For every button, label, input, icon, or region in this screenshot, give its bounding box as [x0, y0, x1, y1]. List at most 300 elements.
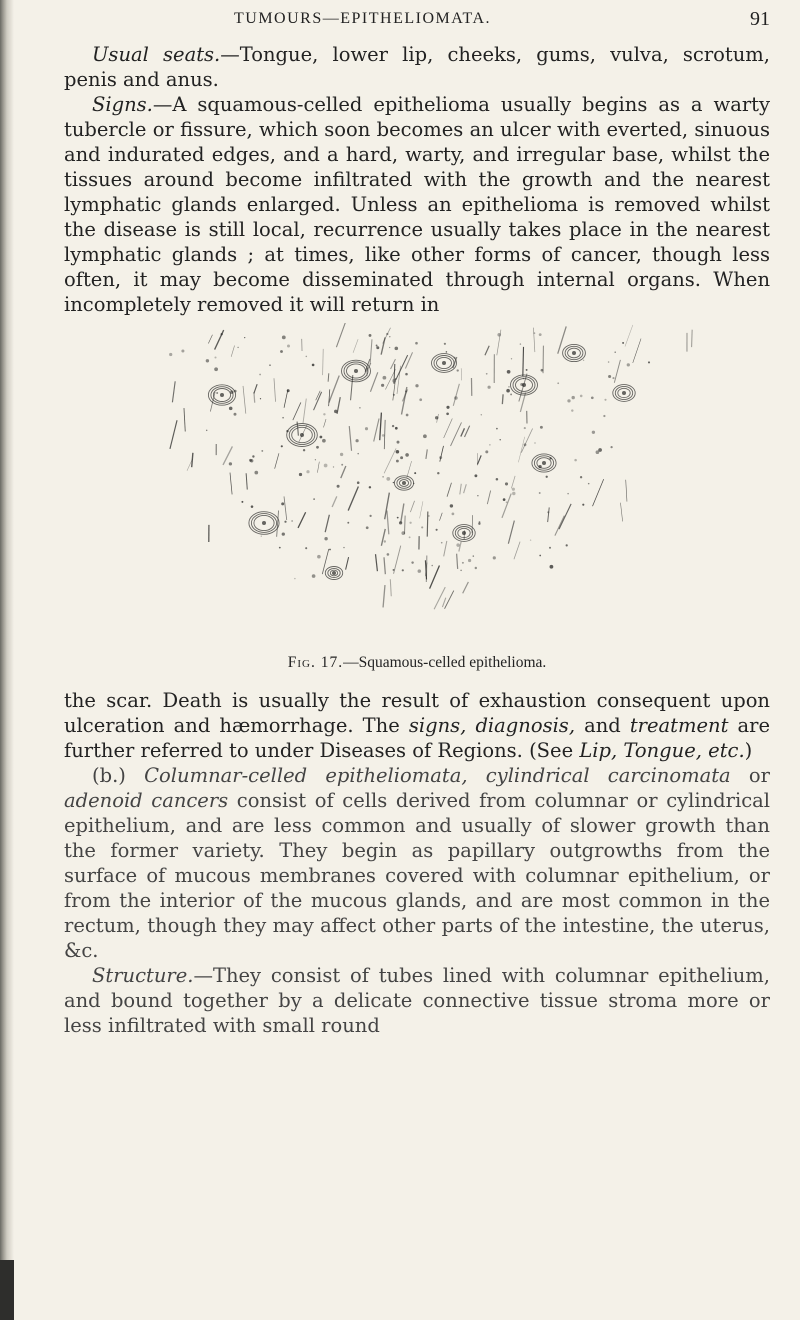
stipple-cell: [450, 504, 453, 507]
page-binding-edge: [0, 0, 14, 1320]
stipple-cell: [366, 526, 369, 529]
stipple-cell: [234, 413, 237, 416]
hatch-stroke: [208, 335, 212, 344]
stipple-cell: [369, 334, 372, 337]
hatch-stroke: [420, 501, 423, 518]
hatch-stroke: [442, 598, 445, 607]
hatch-stroke: [440, 446, 444, 462]
hatch-stroke: [463, 582, 469, 593]
stipple-cell: [393, 569, 395, 571]
hatch-stroke: [329, 376, 339, 403]
hatch-stroke: [394, 546, 401, 574]
hatch-stroke: [405, 352, 412, 368]
stipple-cell: [496, 428, 498, 430]
stipple-cell: [221, 333, 223, 335]
stipple-cell: [481, 414, 482, 415]
hatch-stroke: [477, 455, 481, 464]
stipple-cell: [456, 543, 459, 546]
stipple-cell: [452, 513, 455, 516]
stipple-cell: [216, 392, 218, 394]
stipple-cell: [446, 351, 448, 353]
stipple-cell: [526, 369, 528, 371]
hatch-stroke: [439, 513, 442, 521]
hatch-stroke: [246, 473, 247, 489]
cell-nest-core: [332, 571, 336, 575]
stipple-cell: [486, 373, 488, 375]
continuation-2: are further referred to under Diseases of Regions. (See: [64, 714, 771, 762]
hatch-stroke: [502, 394, 503, 404]
stipple-cell: [286, 430, 288, 432]
stipple-cell: [540, 426, 543, 429]
stipple-cell: [230, 390, 233, 393]
stipple-cell: [214, 356, 216, 358]
stipple-cell: [409, 522, 411, 524]
stipple-cell: [627, 363, 630, 366]
hatch-stroke: [341, 466, 346, 478]
stipple-cell: [241, 501, 243, 503]
stipple-cell: [506, 389, 510, 393]
stipple-cell: [441, 542, 443, 544]
stipple-cell: [566, 544, 568, 546]
stipple-cell: [550, 457, 552, 459]
hatch-stroke: [407, 461, 412, 477]
hatch-stroke: [401, 504, 404, 523]
hatch-stroke: [548, 507, 550, 522]
hatch-stroke: [523, 347, 524, 376]
stipple-cell: [506, 501, 508, 503]
stipple-cell: [259, 374, 261, 376]
stipple-cell: [393, 482, 394, 483]
stipple-cell: [392, 379, 396, 383]
stipple-cell: [305, 547, 307, 549]
stipple-cell: [397, 441, 400, 444]
stipple-cell: [539, 492, 541, 494]
stipple-cell: [524, 443, 527, 446]
stipple-cell: [347, 522, 349, 524]
hatch-stroke: [184, 408, 185, 431]
stipple-cell: [384, 540, 386, 542]
stipple-cell: [473, 555, 474, 556]
hatch-stroke: [215, 330, 224, 350]
stipple-cell: [206, 359, 209, 362]
stipple-cell: [206, 430, 207, 431]
stipple-cell: [357, 453, 359, 455]
stipple-cell: [281, 445, 283, 447]
stipple-cell: [414, 472, 416, 474]
stipple-cell: [510, 393, 512, 395]
stipple-cell: [546, 476, 548, 478]
hatch-stroke: [519, 374, 527, 402]
continuation-paragraph: [64, 688, 770, 763]
stipple-cell: [582, 504, 584, 506]
hatch-stroke: [444, 419, 453, 438]
stipple-cell: [533, 332, 535, 334]
cell-nest-core: [402, 481, 406, 485]
figure-label: Fig. 17.: [287, 654, 344, 671]
stipple-cell: [524, 427, 526, 429]
stipple-cell: [409, 536, 411, 538]
cell-nest-core: [262, 521, 266, 525]
page-number: 91: [750, 8, 770, 30]
or-word: or: [730, 764, 770, 787]
stipple-cell: [549, 547, 551, 549]
stipple-cell: [460, 570, 461, 571]
stipple-cell: [214, 367, 218, 371]
hatch-stroke: [370, 372, 377, 391]
hatch-stroke: [461, 368, 462, 380]
hatch-stroke: [444, 541, 447, 556]
stipple-cell: [648, 361, 650, 363]
stipple-cell: [399, 521, 402, 524]
stipple-cell: [530, 539, 531, 540]
hatch-stroke: [430, 565, 440, 588]
stipple-cell: [282, 336, 286, 340]
stipple-cell: [622, 342, 624, 344]
stipple-cell: [405, 453, 409, 457]
stipple-cell: [475, 567, 477, 569]
stipple-cell: [269, 364, 271, 366]
cell-nest-core: [572, 351, 576, 355]
stipple-cell: [312, 364, 315, 367]
stipple-cell: [317, 555, 321, 559]
stipple-cell: [396, 450, 400, 454]
usual-seats-lead: Usual seats.: [92, 43, 221, 66]
stipple-cell: [439, 456, 442, 459]
hatch-stroke: [593, 479, 604, 506]
stipple-cell: [596, 450, 600, 454]
hatch-stroke: [518, 437, 524, 462]
stipple-cell: [281, 502, 284, 505]
stipple-cell: [468, 559, 471, 562]
stipple-cell: [431, 565, 433, 567]
stipple-cell: [306, 356, 308, 358]
stipple-cell: [234, 390, 237, 393]
stipple-cell: [280, 350, 283, 353]
stipple-cell: [381, 384, 384, 387]
hatch-stroke: [459, 542, 461, 552]
stipple-cell: [411, 561, 413, 563]
hatch-stroke: [230, 473, 232, 495]
book-page: [64, 0, 770, 1038]
stipple-cell: [507, 370, 511, 374]
stipple-cell: [340, 453, 343, 456]
stipple-cell: [396, 460, 399, 463]
stipple-cell: [505, 482, 508, 485]
hatch-stroke: [453, 384, 459, 406]
stipple-cell: [454, 357, 456, 359]
and-word: and: [575, 714, 630, 737]
hatch-stroke: [223, 446, 232, 464]
stipple-cell: [261, 450, 263, 452]
stipple-cell: [437, 472, 439, 474]
columnar-paragraph: [64, 763, 770, 963]
hatch-stroke: [303, 399, 306, 424]
hatch-stroke: [626, 480, 627, 502]
usual-seats-paragraph: [64, 42, 770, 92]
stipple-cell: [369, 515, 371, 517]
signs-word: signs,: [408, 714, 467, 737]
treatment-word: treatment: [629, 714, 729, 737]
lip-tongue-ref: Lip, Tongue, etc.: [579, 739, 745, 762]
hatch-stroke: [464, 484, 467, 493]
hatch-stroke: [445, 591, 454, 609]
hatch-stroke: [254, 384, 257, 393]
cell-nest-core: [462, 531, 466, 535]
stipple-cell: [418, 569, 422, 573]
structure-lead: Structure.: [92, 964, 194, 987]
usual-seats-text: —Tongue, lower lip, cheeks, gums, vulva, scrotum, penis and anus.: [64, 43, 771, 91]
stipple-cell: [365, 427, 368, 430]
stipple-cell: [580, 476, 582, 478]
hatch-stroke: [284, 496, 287, 520]
stipple-cell: [446, 412, 449, 415]
stipple-cell: [397, 517, 399, 519]
stipple-cell: [462, 562, 464, 564]
hatch-stroke: [243, 386, 246, 414]
stipple-cell: [254, 471, 258, 475]
hatch-stroke: [558, 326, 566, 353]
stipple-cell: [303, 449, 305, 451]
stipple-cell: [567, 493, 569, 495]
hatch-stroke: [323, 349, 324, 375]
stipple-cell: [169, 353, 172, 356]
hatch-stroke: [172, 381, 175, 402]
stipple-cell: [444, 343, 446, 345]
hatch-stroke: [346, 557, 349, 570]
stipple-cell: [574, 459, 577, 462]
stipple-cell: [512, 488, 515, 491]
hatch-stroke: [390, 579, 391, 596]
stipple-cell: [392, 425, 394, 427]
stipple-cell: [369, 486, 371, 488]
stipple-cell: [343, 547, 344, 548]
hatch-stroke: [348, 486, 358, 510]
stipple-cell: [334, 410, 338, 414]
stipple-cell: [386, 333, 388, 335]
stipple-cell: [324, 537, 327, 540]
hatch-stroke: [410, 501, 414, 512]
continuation-1: the scar. Death is usually the result of exhaustion consequent upon ulceration and hæmorrhage. The: [64, 689, 770, 737]
stipple-cell: [520, 343, 521, 344]
hatch-stroke: [514, 542, 520, 560]
stipple-cell: [454, 396, 458, 400]
hatch-stroke: [314, 392, 322, 410]
stipple-cell: [413, 483, 414, 484]
stipple-cell: [557, 382, 559, 384]
stipple-cell: [333, 466, 334, 467]
hatch-stroke: [381, 337, 385, 354]
hatch-stroke: [461, 428, 465, 436]
stipple-cell: [405, 373, 408, 376]
cell-nest-core: [542, 461, 546, 465]
hatch-stroke: [336, 323, 346, 347]
hatch-stroke: [254, 392, 255, 402]
hatch-stroke: [533, 328, 534, 352]
structure-paragraph: [64, 963, 770, 1038]
hatch-stroke: [555, 516, 564, 536]
hatch-stroke: [511, 476, 515, 488]
stipple-cell: [523, 378, 524, 379]
figure-17: [64, 323, 770, 648]
hatch-stroke: [298, 512, 306, 528]
cell-nest-core: [300, 433, 304, 437]
stipple-cell: [393, 394, 395, 396]
hatch-stroke: [384, 557, 385, 574]
hatch-stroke: [376, 554, 378, 571]
hatch-stroke: [485, 346, 489, 356]
columnar-text: consist of cells derived from columnar or cylindrical epithelium, and are less common and usually of slower growth than the former variety. They begin as papillary outgrowths from the surface of mucous membranes covered with columnar epithelium, or from the interior of the mucous glands, and are most common in the rectum, though they may affect other parts of the intestine, the uterus, &c.: [64, 789, 770, 962]
stipple-cell: [341, 464, 343, 466]
hatch-stroke: [325, 515, 329, 532]
stipple-cell: [487, 386, 490, 389]
stipple-cell: [539, 555, 541, 557]
hatch-stroke: [460, 484, 461, 495]
hatch-stroke: [427, 512, 428, 537]
stipple-cell: [571, 409, 573, 411]
stipple-cell: [608, 361, 610, 363]
hatch-stroke: [275, 453, 279, 468]
stipple-cell: [572, 396, 575, 399]
diagnosis-word: diagnosis,: [475, 714, 576, 737]
stipple-cell: [313, 498, 315, 500]
stipple-cell: [511, 358, 512, 359]
stipple-cell: [489, 444, 490, 445]
hatch-stroke: [328, 373, 329, 381]
hatch-stroke: [383, 585, 385, 607]
hatch-stroke: [349, 426, 351, 451]
stipple-cell: [400, 456, 403, 459]
stipple-cell: [567, 399, 570, 402]
stipple-cell: [608, 375, 611, 378]
stipple-cell: [376, 345, 378, 347]
stipple-cell: [419, 398, 422, 401]
stipple-cell: [538, 465, 541, 468]
hatch-stroke: [559, 504, 571, 529]
stipple-cell: [282, 417, 284, 419]
stipple-cell: [435, 416, 438, 419]
stipple-cell: [508, 386, 509, 387]
hatch-stroke: [451, 422, 462, 446]
hatch-stroke: [284, 389, 288, 407]
stipple-cell: [583, 360, 584, 361]
stipple-cell: [415, 384, 418, 387]
stipple-cell: [323, 413, 325, 415]
stipple-cell: [287, 345, 290, 348]
stipple-cell: [520, 383, 523, 386]
stipple-cell: [534, 442, 535, 443]
hatch-stroke: [434, 587, 445, 609]
cell-nest-core: [354, 369, 358, 373]
stipple-cell: [496, 478, 499, 481]
stipple-cell: [610, 446, 612, 448]
stipple-cell: [299, 473, 302, 476]
cell-nest-core: [220, 393, 224, 397]
adenoid-term: adenoid cancers: [64, 789, 229, 812]
stipple-cell: [291, 520, 292, 521]
hatch-stroke: [447, 483, 451, 497]
stipple-cell: [181, 349, 184, 352]
stipple-cell: [324, 464, 328, 468]
stipple-cell: [614, 351, 615, 352]
stipple-cell: [237, 347, 238, 348]
columnar-terms: Columnar-celled epitheliomata, cylindrical carcinomata: [144, 764, 731, 787]
signs-lead: Signs.: [92, 93, 153, 116]
stipple-cell: [550, 565, 554, 569]
hatch-stroke: [380, 413, 382, 441]
hatch-stroke: [384, 448, 396, 473]
stipple-cell: [329, 549, 331, 551]
stipple-cell: [457, 369, 459, 371]
stipple-cell: [436, 529, 438, 531]
signs-text: —A squamous-celled epithelioma usually begins as a warty tubercle or fissure, which soon becomes an ulcer with everted, sinuous and indurated edges, and a hard, warty, and irregular base, whilst the tissues around become infiltrated with the growth and the nearest lymphatic glands enlarged. Unless an epithelioma is removed whilst the disease is still local, recurrence usually takes place in the nearest lymphatic glands ; at times, like other forms of cancer, though less often, it may become disseminated through internal organs. When incompletely removed it will return in: [64, 93, 770, 316]
hatch-stroke: [381, 529, 385, 546]
stipple-cell: [541, 369, 544, 372]
stipple-cell: [474, 474, 477, 477]
stipple-cell: [406, 414, 409, 417]
hatch-stroke: [633, 339, 641, 363]
stipple-cell: [592, 431, 595, 434]
stipple-cell: [401, 531, 405, 535]
stipple-cell: [503, 498, 506, 501]
stipple-cell: [446, 406, 449, 409]
hatch-stroke: [231, 346, 234, 357]
stipple-cell: [316, 446, 319, 449]
hatch-stroke: [332, 496, 337, 507]
hatch-stroke: [404, 516, 405, 534]
hatch-stroke: [620, 503, 622, 522]
stipple-cell: [387, 553, 390, 556]
stipple-cell: [493, 556, 496, 559]
hatch-stroke: [370, 339, 372, 364]
stipple-cell: [357, 481, 360, 484]
stipple-cell: [315, 459, 316, 460]
hatch-stroke: [274, 378, 276, 402]
hatch-stroke: [293, 402, 301, 420]
stipple-cell: [383, 376, 387, 380]
stipple-cell: [512, 492, 515, 495]
stipple-cell: [612, 377, 614, 379]
stipple-cell: [282, 532, 285, 535]
stipple-cell: [250, 459, 253, 462]
stipple-cell: [539, 333, 542, 336]
running-head: TUMOURS—EPITHELIOMATA.: [234, 10, 492, 27]
stipple-cell: [415, 342, 418, 345]
stipple-cell: [477, 495, 478, 496]
hatch-stroke: [374, 419, 379, 442]
hatch-stroke: [317, 462, 319, 473]
page-header: [64, 6, 770, 42]
figure-caption: [64, 654, 770, 672]
hatch-stroke: [353, 339, 358, 353]
stipple-cell: [395, 427, 398, 430]
stipple-cell: [359, 407, 361, 409]
stipple-cell: [386, 477, 390, 481]
stipple-cell: [284, 521, 286, 523]
stipple-cell: [603, 415, 605, 417]
stipple-cell: [405, 390, 407, 392]
hatch-stroke: [464, 426, 469, 437]
stipple-cell: [260, 398, 261, 399]
stipple-cell: [588, 483, 590, 485]
hatch-stroke: [329, 389, 330, 406]
hatch-stroke: [426, 449, 427, 459]
stipple-cell: [395, 347, 399, 351]
stipple-cell: [389, 347, 390, 348]
stipple-cell: [580, 395, 583, 398]
stipple-cell: [229, 407, 233, 411]
hatch-stroke: [614, 360, 620, 383]
stipple-cell: [337, 485, 340, 488]
